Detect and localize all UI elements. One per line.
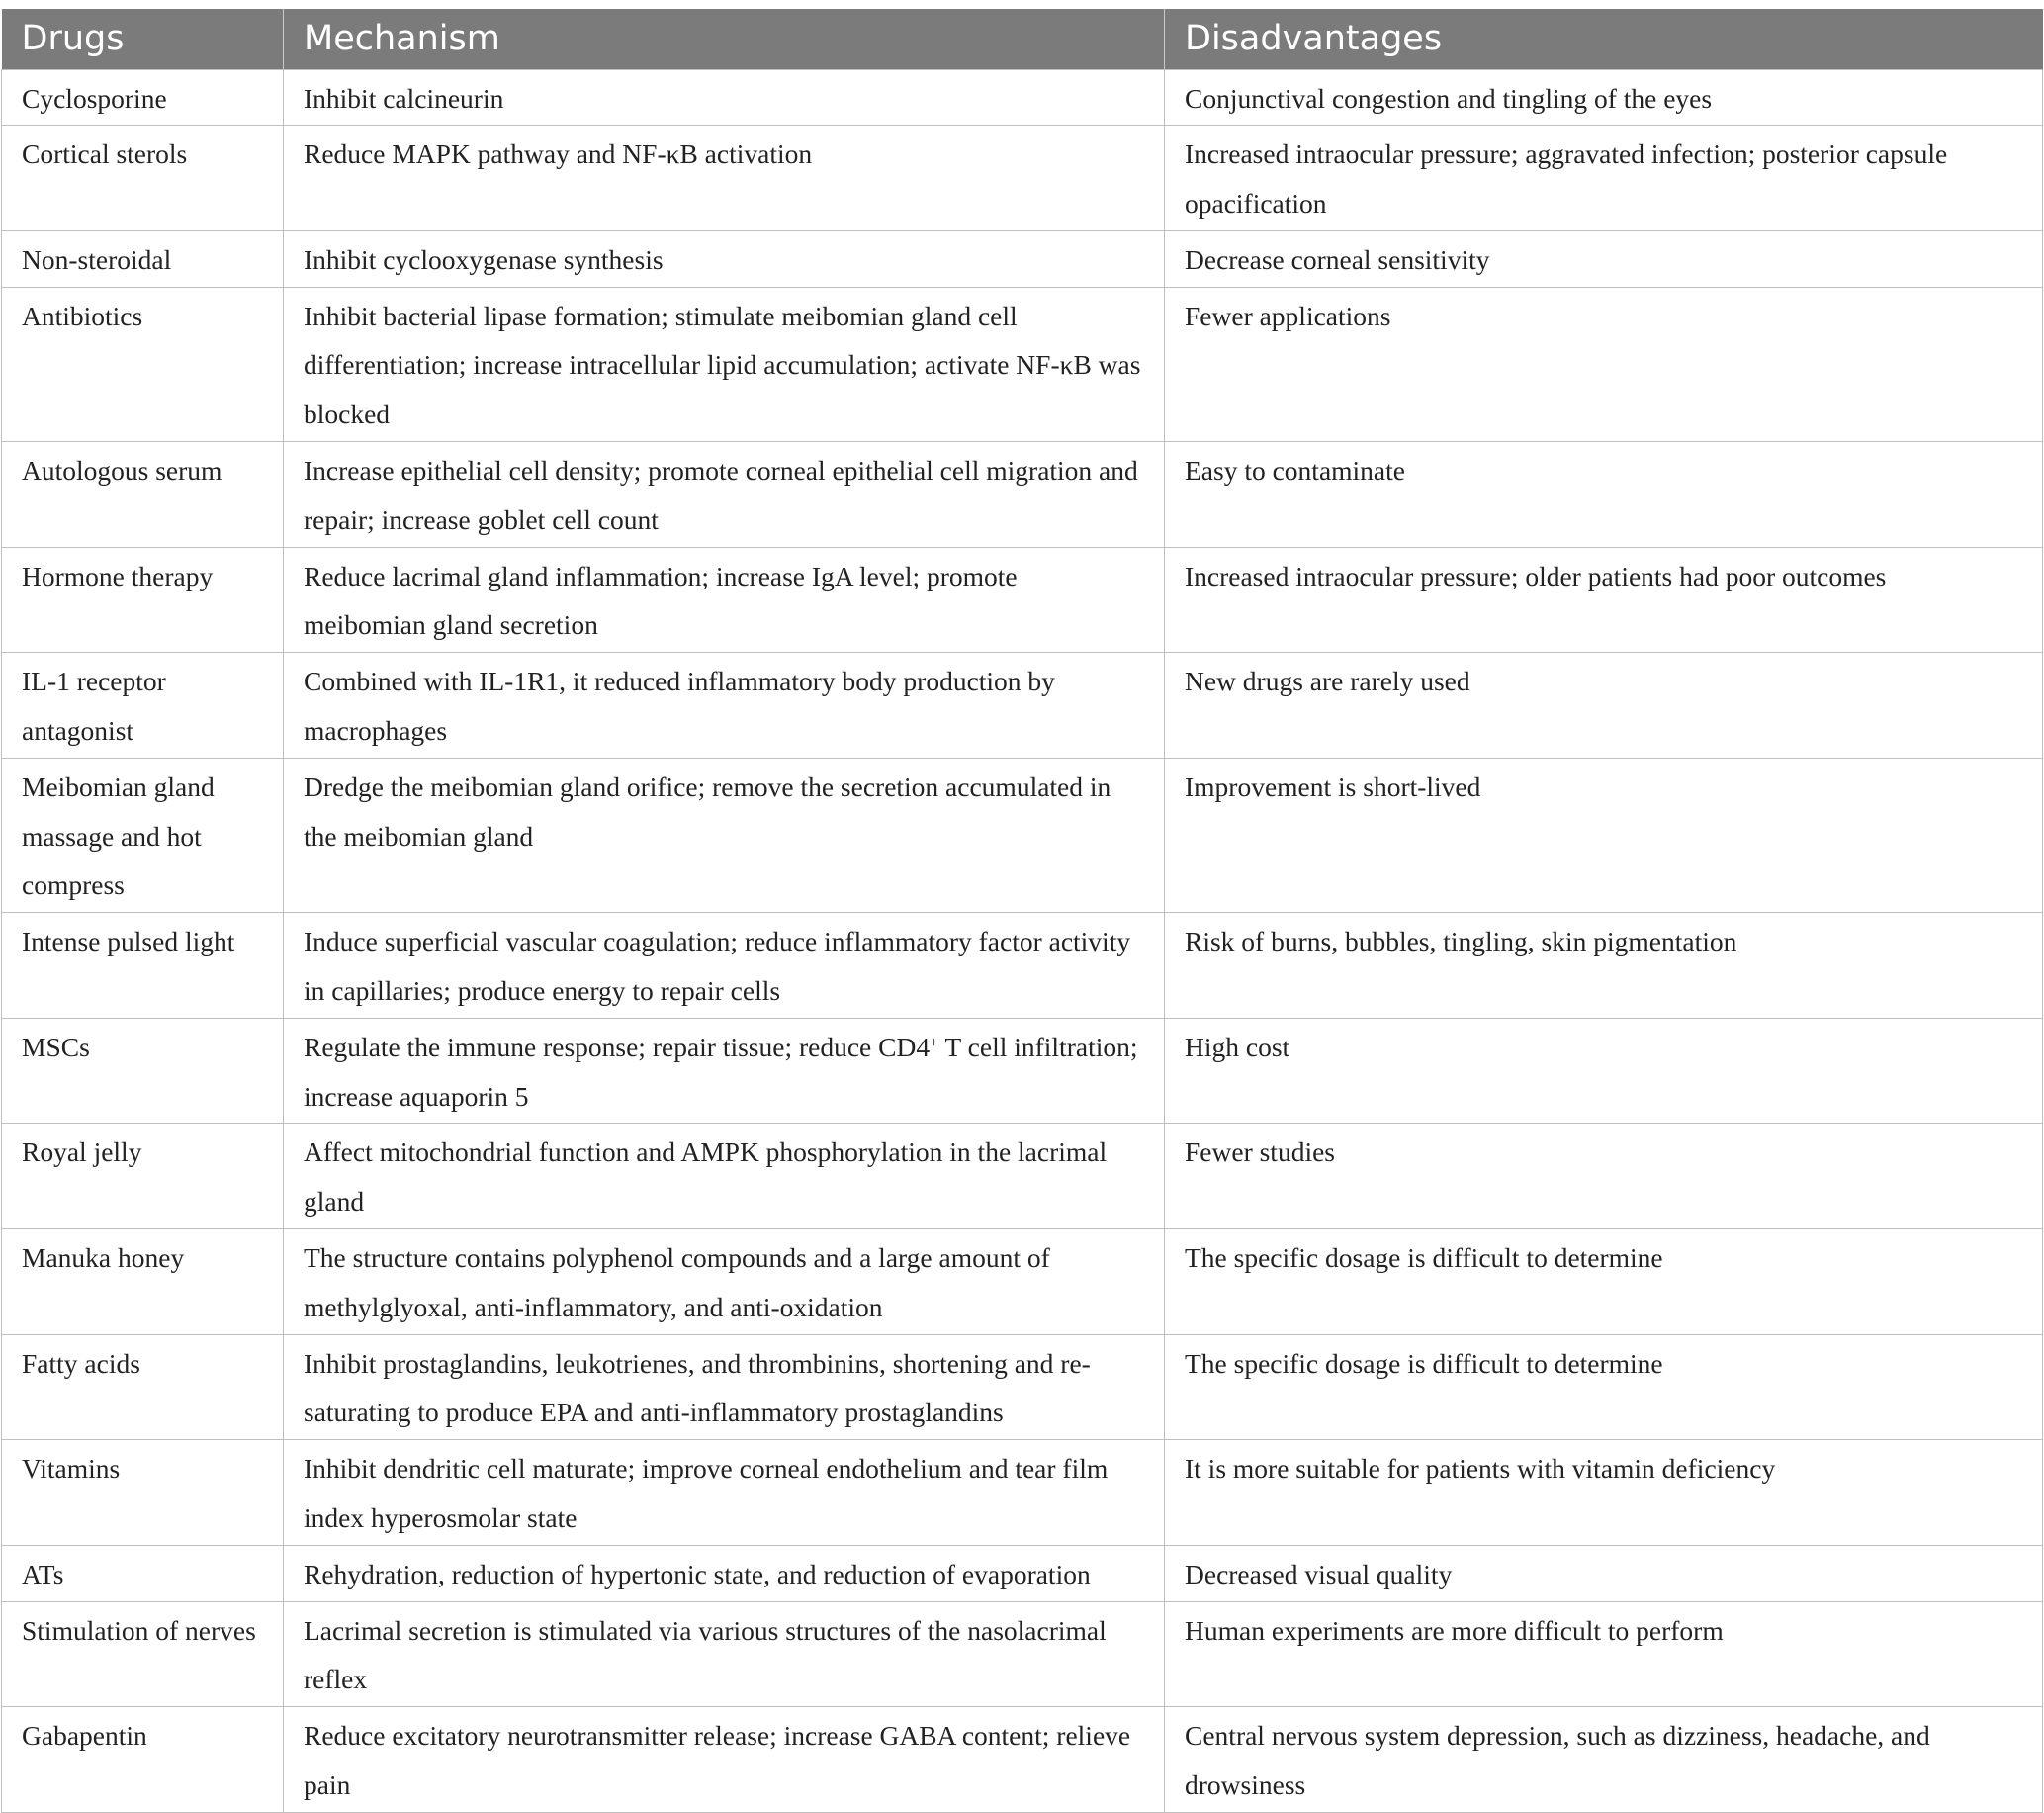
table-row <box>2 1229 2043 1335</box>
mechanism-cell: Reduce excitatory neurotransmitter release; increase GABA content; relieve pain <box>284 1707 1165 1813</box>
drug-cell: Hormone therapy <box>2 547 284 653</box>
disadvantage-cell: Decrease corneal sensitivity <box>1165 230 2043 287</box>
drug-cell: Fatty acids <box>2 1334 284 1440</box>
mechanism-cell: Affect mitochondrial function and AMPK phosphorylation in the lacrimal gland <box>284 1124 1165 1229</box>
mechanism-cell: Inhibit cyclooxygenase synthesis <box>284 230 1165 287</box>
mechanism-cell <box>284 1018 1165 1124</box>
mechanism-cell: Reduce lacrimal gland inflammation; increase IgA level; promote meibomian gland secretion <box>284 547 1165 653</box>
mechanism-cell: Reduce MAPK pathway and NF-κB activation <box>284 126 1165 231</box>
drug-cell: ATs <box>2 1545 284 1601</box>
drug-cell: Cyclosporine <box>2 69 284 126</box>
mechanism-cell: Rehydration, reduction of hypertonic state, and reduction of evaporation <box>284 1545 1165 1601</box>
mechanism-cell: Inhibit prostaglandins, leukotrienes, and thrombinins, shortening and re-saturating to produce EPA and anti-inflammatory prostaglandins <box>284 1334 1165 1440</box>
mechanism-cell: Inhibit dendritic cell maturate; improve corneal endothelium and tear film index hyperosmolar state <box>284 1440 1165 1546</box>
table-row <box>2 126 2043 231</box>
mechanism-text-after: T cell infiltration; increase aquaporin 5 <box>304 1031 1138 1112</box>
mechanism-text-before: Regulate the immune response; repair tissue; reduce CD4 <box>304 1031 931 1062</box>
table-row <box>2 230 2043 287</box>
mechanism-cell: Increase epithelial cell density; promote corneal epithelial cell migration and repair; increase goblet cell count <box>284 442 1165 548</box>
table-row <box>2 1124 2043 1229</box>
table-row <box>2 1707 2043 1813</box>
drug-cell: Stimulation of nerves <box>2 1601 284 1707</box>
mechanism-cell: Induce superficial vascular coagulation; reduce inflammatory factor activity in capillaries; produce energy to repair cells <box>284 913 1165 1019</box>
header-drugs: Drugs <box>2 9 284 69</box>
header-mechanism: Mechanism <box>284 9 1165 69</box>
table-row <box>2 1545 2043 1601</box>
table-row <box>2 653 2043 759</box>
drug-comparison-table <box>1 9 2043 1813</box>
drug-cell: MSCs <box>2 1018 284 1124</box>
disadvantage-cell: Increased intraocular pressure; aggravated infection; posterior capsule opacification <box>1165 126 2043 231</box>
mechanism-cell: Combined with IL-1R1, it reduced inflammatory body production by macrophages <box>284 653 1165 759</box>
disadvantage-cell: Decreased visual quality <box>1165 1545 2043 1601</box>
table-row <box>2 287 2043 441</box>
disadvantage-cell: New drugs are rarely used <box>1165 653 2043 759</box>
drug-cell: Royal jelly <box>2 1124 284 1229</box>
drug-cell: Antibiotics <box>2 287 284 441</box>
table-row <box>2 1440 2043 1546</box>
table-row <box>2 758 2043 912</box>
drug-cell: Cortical sterols <box>2 126 284 231</box>
drug-cell: Non-steroidal <box>2 230 284 287</box>
drug-cell: Vitamins <box>2 1440 284 1546</box>
header-row <box>2 9 2043 69</box>
table-row <box>2 1601 2043 1707</box>
disadvantage-cell: Increased intraocular pressure; older patients had poor outcomes <box>1165 547 2043 653</box>
disadvantage-cell: The specific dosage is difficult to determine <box>1165 1229 2043 1335</box>
mechanism-cell: Inhibit calcineurin <box>284 69 1165 126</box>
disadvantage-cell: Conjunctival congestion and tingling of the eyes <box>1165 69 2043 126</box>
drug-cell: Meibomian gland massage and hot compress <box>2 758 284 912</box>
disadvantage-cell: Central nervous system depression, such as dizziness, headache, and drowsiness <box>1165 1707 2043 1813</box>
disadvantage-cell: Fewer studies <box>1165 1124 2043 1229</box>
drug-cell: IL-1 receptor antagonist <box>2 653 284 759</box>
mechanism-cell: Dredge the meibomian gland orifice; remove the secretion accumulated in the meibomian gland <box>284 758 1165 912</box>
disadvantage-cell: Fewer applications <box>1165 287 2043 441</box>
disadvantage-cell: Human experiments are more difficult to perform <box>1165 1601 2043 1707</box>
table-row <box>2 547 2043 653</box>
header-disadvantages: Disadvantages <box>1165 9 2043 69</box>
drug-cell: Manuka honey <box>2 1229 284 1335</box>
mechanism-cell: Lacrimal secretion is stimulated via various structures of the nasolacrimal reflex <box>284 1601 1165 1707</box>
disadvantage-cell: High cost <box>1165 1018 2043 1124</box>
drug-comparison-table-container <box>1 9 2042 1813</box>
table-body <box>2 69 2043 1812</box>
disadvantage-cell: It is more suitable for patients with vitamin deficiency <box>1165 1440 2043 1546</box>
drug-cell: Intense pulsed light <box>2 913 284 1019</box>
table-row <box>2 1334 2043 1440</box>
mechanism-cell: The structure contains polyphenol compounds and a large amount of methylglyoxal, anti-inflammatory, and anti-oxidation <box>284 1229 1165 1335</box>
table-row <box>2 913 2043 1019</box>
table-row <box>2 442 2043 548</box>
table-row <box>2 69 2043 126</box>
mechanism-cell: Inhibit bacterial lipase formation; stimulate meibomian gland cell differentiation; increase intracellular lipid accumulation; activate NF-κB was blocked <box>284 287 1165 441</box>
drug-cell: Autologous serum <box>2 442 284 548</box>
disadvantage-cell: The specific dosage is difficult to determine <box>1165 1334 2043 1440</box>
disadvantage-cell: Easy to contaminate <box>1165 442 2043 548</box>
disadvantage-cell: Improvement is short-lived <box>1165 758 2043 912</box>
disadvantage-cell: Risk of burns, bubbles, tingling, skin pigmentation <box>1165 913 2043 1019</box>
superscript-plus: + <box>930 1034 939 1051</box>
drug-cell: Gabapentin <box>2 1707 284 1813</box>
table-header <box>2 9 2043 69</box>
table-row <box>2 1018 2043 1124</box>
